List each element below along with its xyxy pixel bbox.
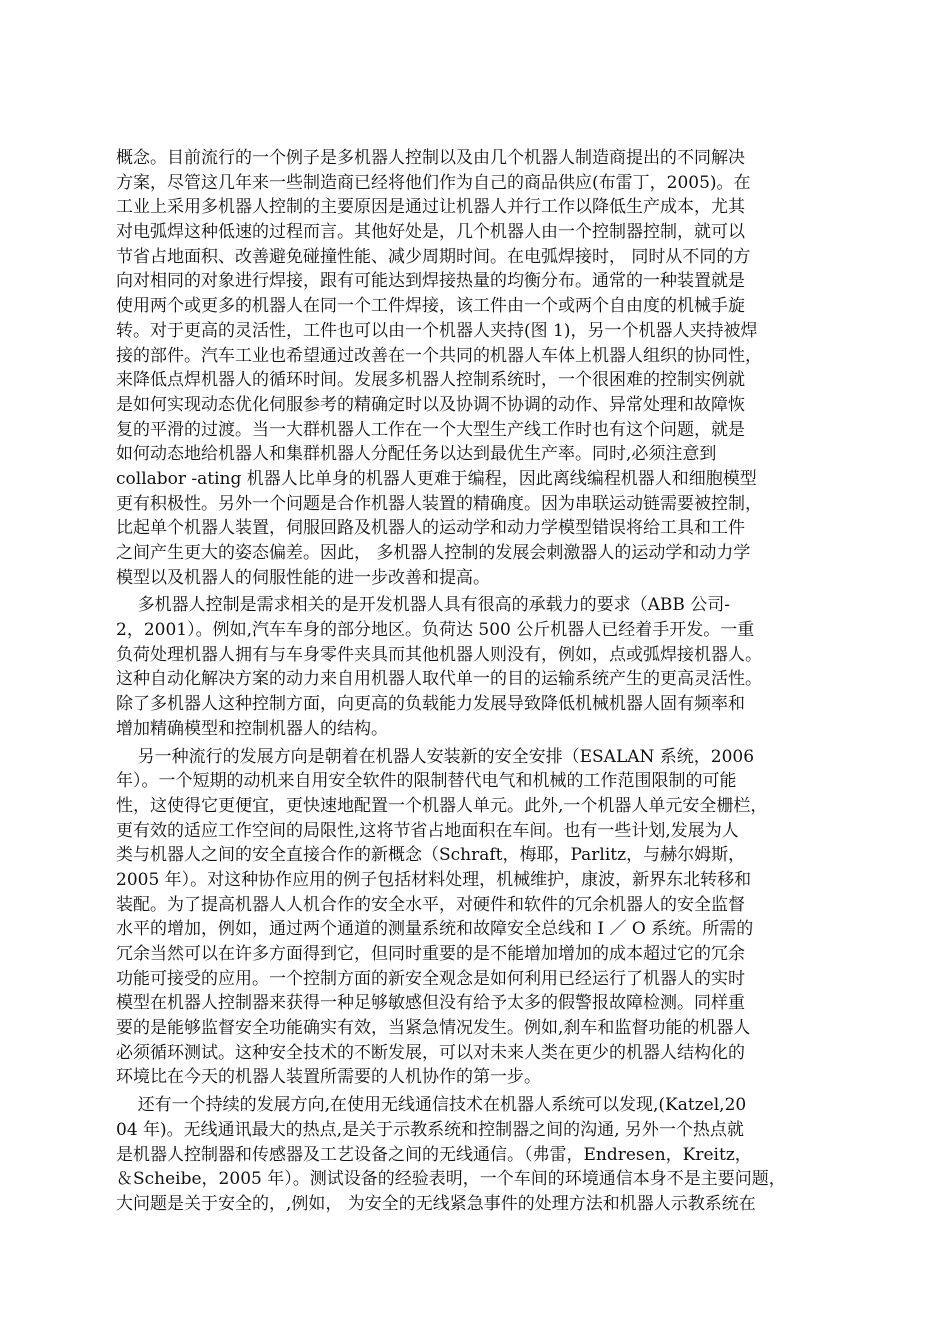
text-line: 除了多机器人这种控制方面，向更高的负载能力发展导致降低机械机器人固有频率和	[116, 694, 745, 715]
body-text	[116, 146, 856, 1217]
paragraph	[116, 745, 856, 1091]
text-line: 2，2001）。例如,汽车车身的部分地区。负荷达 500 公斤机器人已经着手开发。一重	[116, 620, 755, 641]
text-line: 概念。目前流行的一个例子是多机器人控制以及由几个机器人制造商提出的不同解决	[116, 148, 745, 168]
text-line: 还有一个持续的发展方向,在使用无线通信技术在机器人系统可以发现,(Katzel,20	[116, 1095, 747, 1116]
text-line: 对电弧焊这种低速的过程而言。其他好处是，几个机器人由一个控制器控制，就可以	[116, 222, 745, 243]
text-line: 之间产生更大的姿态偏差。因此， 多机器人控制的发展会刺激器人的运动学和动力学	[116, 543, 751, 563]
text-line: 04 年)。无线通讯最大的热点,是关于示教系统和控制器之间的沟通, 另外一个热点就	[116, 1119, 744, 1140]
text-line: 是机器人控制器和传感器及工艺设备之间的无线通信。（弗雷，Endresen，Kreitz，	[116, 1144, 752, 1165]
text-line: 装配。为了提高机器人人机合作的安全水平，对硬件和软件的冗余机器人的安全监督	[116, 894, 745, 915]
text-line: 节省占地面积、改善避免碰撞性能、减少周期时间。在电弧焊接时， 同时从不同的方	[116, 246, 751, 267]
text-line: 这种自动化解决方案的动力来自用机器人取代单一的目的运输系统产生的更高灵活性。	[116, 669, 762, 690]
paragraph	[116, 593, 856, 741]
text-line: collabor -ating 机器人比单身的机器人更难于编程，因此离线编程机器人和细胞模型	[116, 468, 757, 489]
text-line: 使用两个或更多的机器人在同一个工件焊接，该工件由一个或两个自由度的机械手旋	[116, 296, 745, 317]
text-line: 环境比在今天的机器人装置所需要的人机协作的第一步。	[116, 1067, 541, 1088]
paragraph	[116, 1093, 856, 1216]
text-line: 模型以及机器人的伺服性能的进一步改善和提高。	[116, 567, 490, 588]
paragraph	[116, 146, 856, 590]
text-line: 模型在机器人控制器来获得一种足够敏感但没有给予太多的假警报故障检测。同样重	[116, 993, 745, 1014]
text-line: 向对相同的对象进行焊接，跟有可能达到焊接热量的均衡分布。通常的一种装置就是	[116, 271, 745, 292]
text-line: 方案，尽管这几年来一些制造商已经将他们作为自己的商品供应(布雷丁，2005)。在	[116, 172, 751, 193]
text-line: 多机器人控制是需求相关的是开发机器人具有很高的承载力的要求（ABB 公司-	[116, 595, 731, 616]
text-line: 大问题是关于安全的，,例如， 为安全的无线紧急事件的处理方法和机器人示教系统在	[116, 1193, 756, 1214]
text-line: 冗余当然可以在许多方面得到它，但同时重要的是不能增加增加的成本超过它的冗余	[116, 944, 745, 964]
text-line: 增加精确模型和控制机器人的结构。	[116, 718, 388, 739]
text-line: 比起单个机器人装置，伺服回路及机器人的运动学和动力学模型错误将给工具和工件	[116, 518, 745, 539]
text-line: 水平的增加，例如，通过两个通道的测量系统和故障安全总线和 I ／ O 系统。所需的	[116, 919, 754, 940]
text-line: 年）。一个短期的动机来自用安全软件的限制替代电气和机械的工作范围限制的可能	[116, 771, 737, 792]
text-line: 如何动态地给机器人和集群机器人分配任务以达到最优生产率。同时,必须注意到	[116, 444, 717, 465]
text-line: 性，这使得它更便宜，更快速地配置一个机器人单元。此外,一个机器人单元安全栅栏，	[116, 795, 768, 816]
text-line: 接的部件。汽车工业也希望通过改善在一个共同的机器人车体上机器人组织的协同性，	[116, 345, 762, 366]
text-line: 负荷处理机器人拥有与车身零件夹具而其他机器人则没有，例如，点或弧焊接机器人。	[116, 644, 762, 665]
text-line: 功能可接受的应用。一个控制方面的新安全观念是如何利用已经运行了机器人的实时	[116, 968, 745, 989]
text-line: 是如何实现动态优化伺服参考的精确定时以及协调不协调的动作、异常处理和故障恢	[116, 394, 745, 415]
text-line: 复的平滑的过渡。当一大群机器人工作在一个大型生产线工作时也有这个问题，就是	[116, 419, 745, 440]
text-line: 更有积极性。另外一个问题是合作机器人装置的精确度。因为串联运动链需要被控制，	[116, 493, 762, 514]
text-line: ＆Scheibe，2005 年）。测试设备的经验表明，一个车间的环境通信本身不是主要问题，	[116, 1169, 786, 1190]
text-line: 必须循环测试。这种安全技术的不断发展，可以对未来人类在更少的机器人结构化的	[116, 1042, 745, 1063]
text-line: 类与机器人之间的安全直接合作的新概念（Schraft，梅耶，Parlitz，与赫尔姆斯，	[116, 845, 746, 866]
text-line: 2005 年）。对这种协作应用的例子包括材料处理，机械维护，康波，新界东北转移和	[116, 869, 752, 890]
text-line: 更有效的适应工作空间的局限性,这将节省占地面积在车间。也有一些计划,发展为人	[116, 820, 739, 841]
text-line: 工业上采用多机器人控制的主要原因是通过让机器人并行工作以降低生产成本，尤其	[116, 197, 745, 218]
text-line: 转。对于更高的灵活性，工件也可以由一个机器人夹持(图 1)，另一个机器人夹持被焊	[116, 320, 758, 341]
text-line: 来降低点焊机器人的循环时间。发展多机器人控制系统时，一个很困难的控制实例就	[116, 370, 745, 391]
text-line: 另一种流行的发展方向是朝着在机器人安装新的安全安排（ESALAN 系统，2006	[116, 746, 755, 767]
text-line: 要的是能够监督安全功能确实有效，当紧急情况发生。例如,刹车和监督功能的机器人	[116, 1018, 751, 1039]
